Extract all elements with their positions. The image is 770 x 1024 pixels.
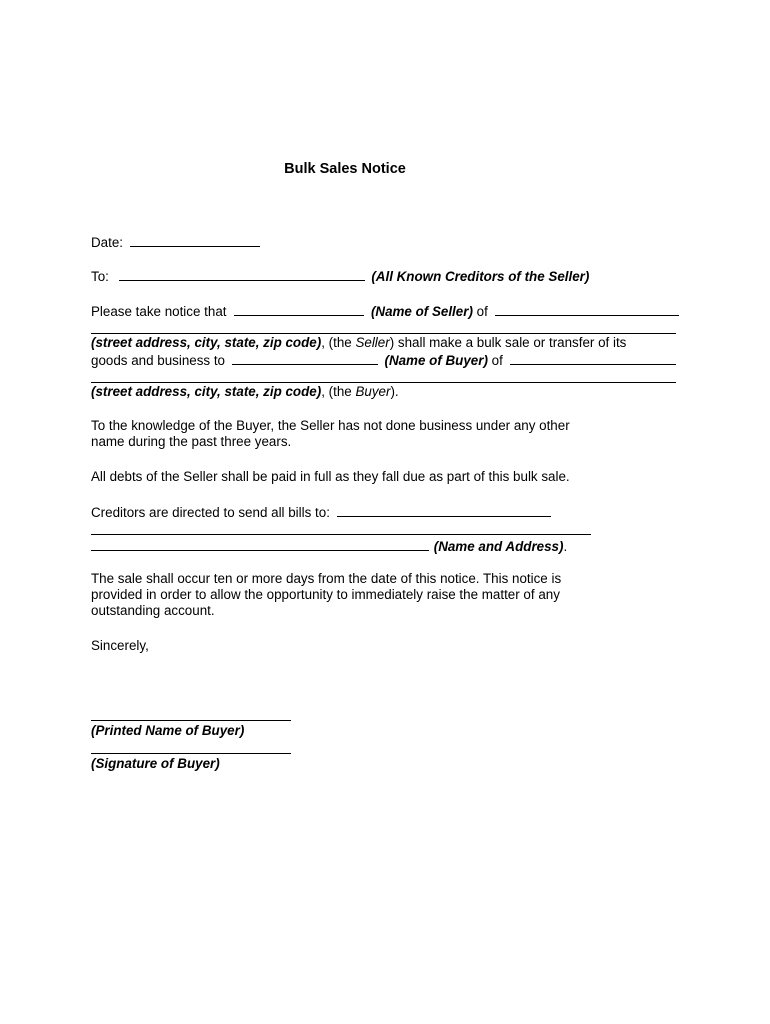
of-word-2: of [491,353,503,368]
name-address-note: (Name and Address) [433,539,564,554]
seller-address-note: (street address, city, state, zip code) [91,335,322,350]
to-field[interactable] [119,267,365,281]
notice-intro: Please take notice that [91,304,227,319]
seller-word: Seller [355,335,390,350]
date-label: Date: [91,235,124,250]
bills-address-field-2[interactable] [91,534,591,535]
knowledge-line-2: name during the past three years. [91,434,292,449]
printed-name-note [91,723,244,739]
name-address-line [91,537,567,555]
knowledge-line-1: To the knowledge of the Buyer, the Seller has not done business under any other [91,418,570,433]
to-note: (All Known Creditors of the Seller) [371,269,590,284]
printed-name-label: (Printed Name of Buyer) [91,723,245,738]
seller-address-field-2[interactable] [91,333,676,334]
buyer-name-note: (Name of Buyer) [384,353,488,368]
seller-name-note: (Name of Seller) [370,304,473,319]
sincerely: Sincerely, [91,638,149,653]
document-title: Bulk Sales Notice [284,161,406,177]
signature-label: (Signature of Buyer) [91,756,220,771]
buyer-address-line [91,384,399,400]
to-line [91,267,589,285]
signature-field[interactable] [91,753,291,754]
seller-address-field-1[interactable] [495,302,679,316]
seller-name-field[interactable] [234,302,364,316]
creditors-line [91,503,551,521]
sale-line-1: The sale shall occur ten or more days from the date of this notice. This notice is [91,571,562,586]
to-label: To: [91,269,109,284]
sale-line-3: outstanding account. [91,603,215,618]
notice-line [91,302,679,320]
seller-clause-pre: , (the [321,335,356,350]
buyer-address-field-1[interactable] [510,351,676,365]
goods-line [91,351,676,369]
buyer-clause-pre: , (the [321,384,356,399]
goods-text: goods and business to [91,353,226,368]
date-field[interactable] [130,233,260,247]
bills-address-field-1[interactable] [337,503,551,517]
buyer-word: Buyer [355,384,391,399]
buyer-clause-post: ). [390,384,399,399]
bills-address-field-3[interactable] [91,537,429,551]
signature-note [91,756,220,772]
seller-address-line [91,335,626,351]
buyer-name-field[interactable] [232,351,378,365]
date-line [91,233,260,251]
of-word: of [476,304,488,319]
period: . [563,539,568,554]
seller-clause-post: ) shall make a bulk sale or transfer of its [389,335,627,350]
sale-line-2: provided in order to allow the opportunity to immediately raise the matter of any [91,587,560,602]
buyer-address-field-2[interactable] [91,382,676,383]
creditors-text: Creditors are directed to send all bills to: [91,505,330,520]
buyer-address-note: (street address, city, state, zip code) [91,384,322,399]
debts-line: All debts of the Seller shall be paid in full as they fall due as part of this bulk sale. [91,469,570,484]
printed-name-field[interactable] [91,720,291,721]
